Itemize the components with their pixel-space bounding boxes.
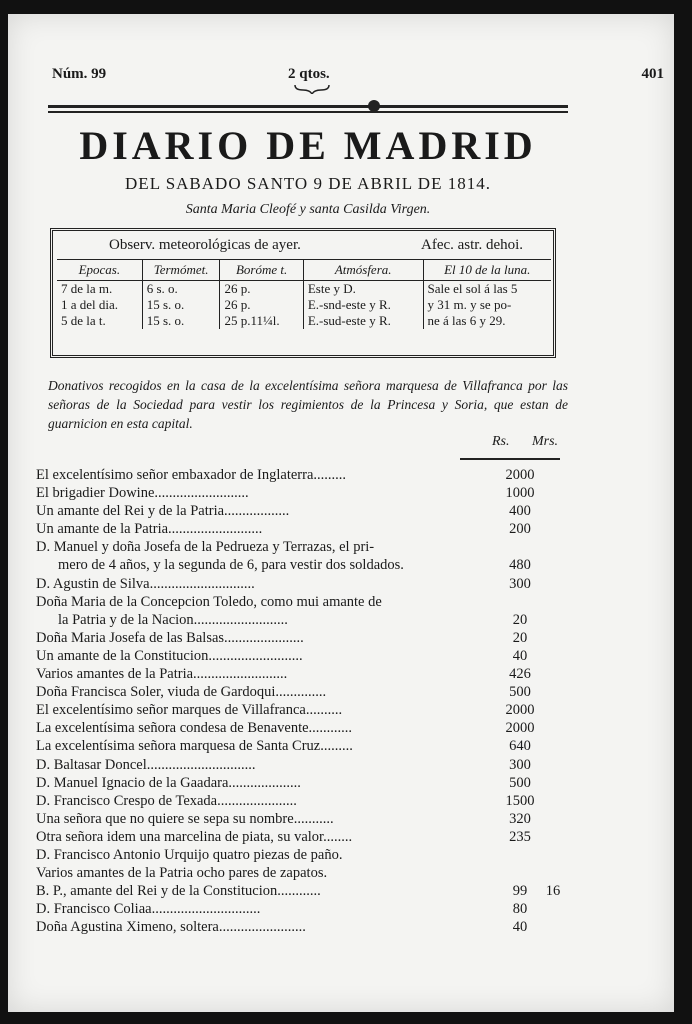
- donation-amount: 99: [512, 883, 528, 900]
- masthead-title: DIARIO DE MADRID: [79, 123, 537, 168]
- donation-amount: 2000: [505, 702, 535, 719]
- meteo-cell: 7 de la m.: [61, 281, 113, 296]
- donation-row: [36, 918, 596, 936]
- donor-name: Varios amantes de la Patria ocho pares de zapatos.: [36, 865, 328, 882]
- donation-row: [36, 864, 596, 882]
- meteo-cell: 26 p.: [220, 297, 303, 313]
- meteo-col-header: Epocas.: [57, 260, 142, 281]
- donation-amount: 20: [512, 611, 528, 628]
- donor-name: El excelentísimo señor marques de Villafranca..........: [36, 702, 343, 719]
- donation-amount: 200: [509, 521, 531, 538]
- meteo-grid: [57, 259, 551, 329]
- donation-row: [36, 756, 596, 774]
- donation-amount: 500: [509, 684, 531, 701]
- meteo-cell: 6 s. o.: [142, 281, 220, 298]
- donor-name: Doña Agustina Ximeno, soltera........................: [36, 919, 306, 936]
- donor-name: B. P., amante del Rei y de la Constitucion............: [36, 883, 321, 900]
- donation-row: [36, 774, 596, 792]
- donor-name: Doña Maria Josefa de las Balsas......................: [36, 629, 304, 646]
- donation-row: [36, 737, 596, 755]
- meteo-row: [57, 313, 551, 329]
- donor-name: Doña Maria de la Concepcion Toledo, como mui amante de: [36, 593, 382, 610]
- donation-row: [36, 520, 596, 538]
- donor-name: El excelentísimo señor embaxador de Inglaterra.........: [36, 467, 347, 483]
- donation-row: [36, 792, 596, 810]
- donation-row: [36, 538, 596, 556]
- donor-name: Un amante del Rei y de la Patria..................: [36, 503, 290, 520]
- donation-list: [36, 466, 596, 936]
- donation-amount: 1500: [505, 792, 535, 809]
- donation-row: [36, 502, 596, 520]
- donation-row: [36, 665, 596, 683]
- donation-amount: 2000: [505, 467, 535, 483]
- donation-row: [36, 683, 596, 701]
- donation-row: [36, 575, 596, 593]
- donation-amount: 2000: [505, 720, 535, 737]
- meteorological-table: [50, 228, 556, 358]
- page-number: 401: [641, 66, 664, 82]
- meteo-col-header: El 10 de la luna.: [423, 260, 551, 281]
- donation-amount: 300: [509, 756, 531, 773]
- donation-amount: 640: [509, 738, 531, 755]
- donation-amount: 80: [512, 901, 528, 918]
- meteo-col-header: Atmósfera.: [303, 260, 423, 281]
- donor-name: D. Francisco Crespo de Texada......................: [36, 792, 297, 809]
- donor-name: La excelentísima señora condesa de Benavente............: [36, 720, 353, 737]
- donation-row: [36, 466, 596, 484]
- meteo-cell: 26 p.: [220, 281, 303, 298]
- donation-amount: 500: [509, 774, 531, 791]
- donor-name: Un amante de la Patria..........................: [36, 521, 263, 538]
- donor-name: la Patria y de la Nacion..........................: [58, 611, 288, 628]
- donor-name: mero de 4 años, y la segunda de 6, para vestir dos soldados.: [58, 557, 404, 574]
- meteo-cell: 25 p.11¼l.: [220, 313, 303, 329]
- donation-maravedis: 16: [545, 883, 561, 900]
- meteo-cell: 15 s. o.: [142, 313, 220, 329]
- donation-amount: 20: [512, 629, 528, 646]
- meteo-cell: ne á las 6 y 29.: [423, 313, 551, 329]
- donor-name: Varios amantes de la Patria..........................: [36, 666, 288, 683]
- donation-row: [36, 810, 596, 828]
- donation-row: [36, 484, 596, 502]
- header-rule: [48, 105, 568, 108]
- meteo-cell: Este y D.: [303, 281, 423, 298]
- donor-name: Un amante de la Constitucion..........................: [36, 647, 303, 664]
- meteo-header-row: [57, 260, 551, 281]
- donation-amount: 40: [512, 647, 528, 664]
- header-rule-thin: [48, 111, 568, 113]
- donation-amount: 400: [509, 503, 531, 520]
- donor-name: D. Francisco Antonio Urquijo quatro piezas de paño.: [36, 846, 343, 863]
- donation-amount: 235: [509, 828, 531, 845]
- meteo-row: [57, 281, 551, 298]
- donation-row: [36, 701, 596, 719]
- saints-of-day: Santa Maria Cleofé y santa Casilda Virgen.: [185, 202, 431, 217]
- meteo-cell: E.-sud-este y R.: [303, 313, 423, 329]
- rule-ornament: [368, 100, 380, 112]
- meteo-cell: y 31 m. y se po-: [423, 297, 551, 313]
- donation-row: [36, 882, 596, 900]
- meteo-cell: 15 s. o.: [142, 297, 220, 313]
- donation-row: [36, 629, 596, 647]
- donation-amount: 320: [509, 810, 531, 827]
- donor-name: D. Agustin de Silva.............................: [36, 575, 255, 592]
- meteo-row: [57, 297, 551, 313]
- donation-row: [36, 719, 596, 737]
- meteo-col-header: Termómet.: [142, 260, 220, 281]
- donation-row: [36, 828, 596, 846]
- donation-row: [36, 647, 596, 665]
- meteo-col-header: Boróme t.: [220, 260, 303, 281]
- donor-name: Otra señora idem una marcelina de piata, su valor........: [36, 828, 353, 845]
- reales-header: Rs.: [492, 434, 510, 449]
- donation-row: [36, 556, 596, 574]
- astro-heading: Afec. astr. dehoi.: [421, 237, 524, 253]
- donor-name: D. Francisco Coliaa..............................: [36, 901, 261, 918]
- donor-name: D. Manuel y doña Josefa de la Pedrueza y Terrazas, el pri-: [36, 539, 375, 556]
- newspaper-page: [8, 14, 674, 1012]
- meteo-cell: Sale el sol á las 5: [423, 281, 551, 298]
- donation-row: [36, 846, 596, 864]
- issue-price: 2 qtos.: [288, 66, 330, 82]
- donor-name: Doña Francisca Soler, viuda de Gardoqui..............: [36, 684, 327, 701]
- donor-name: El brigadier Dowine..........................: [36, 485, 249, 502]
- meteo-heading: Observ. meteorológicas de ayer.: [109, 237, 301, 253]
- donations-intro: Donativos recogidos en la casa de la excelentísima señora marquesa de Villafranca por las señoras de la Sociedad para vestir los regimientos de la Princesa y Soria, que estan de guarnicion en esta capital.: [48, 378, 568, 431]
- brace-ornament: [294, 84, 330, 94]
- donation-amount: 1000: [505, 485, 535, 502]
- donation-amount: 480: [509, 557, 531, 574]
- donor-name: D. Manuel Ignacio de la Gaadara....................: [36, 774, 301, 791]
- meteo-cell: 1 a del dia.: [61, 297, 119, 312]
- donation-row: [36, 593, 596, 611]
- donation-row: [36, 900, 596, 918]
- meteo-cell: E.-snd-este y R.: [303, 297, 423, 313]
- donor-name: Una señora que no quiere se sepa su nombre...........: [36, 810, 334, 827]
- donation-amount: 40: [512, 919, 528, 936]
- donation-row: [36, 611, 596, 629]
- issue-number: Núm. 99: [52, 66, 107, 82]
- donor-name: La excelentísima señora marquesa de Santa Cruz.........: [36, 738, 353, 755]
- masthead-date: DEL SABADO SANTO 9 DE ABRIL DE 1814.: [125, 174, 491, 193]
- donation-amount: 426: [509, 666, 531, 683]
- maravedis-header: Mrs.: [532, 434, 559, 449]
- column-rule: [460, 458, 560, 460]
- meteo-cell: 5 de la t.: [61, 313, 106, 328]
- donor-name: D. Baltasar Doncel..............................: [36, 756, 256, 773]
- donation-amount: 300: [509, 575, 531, 592]
